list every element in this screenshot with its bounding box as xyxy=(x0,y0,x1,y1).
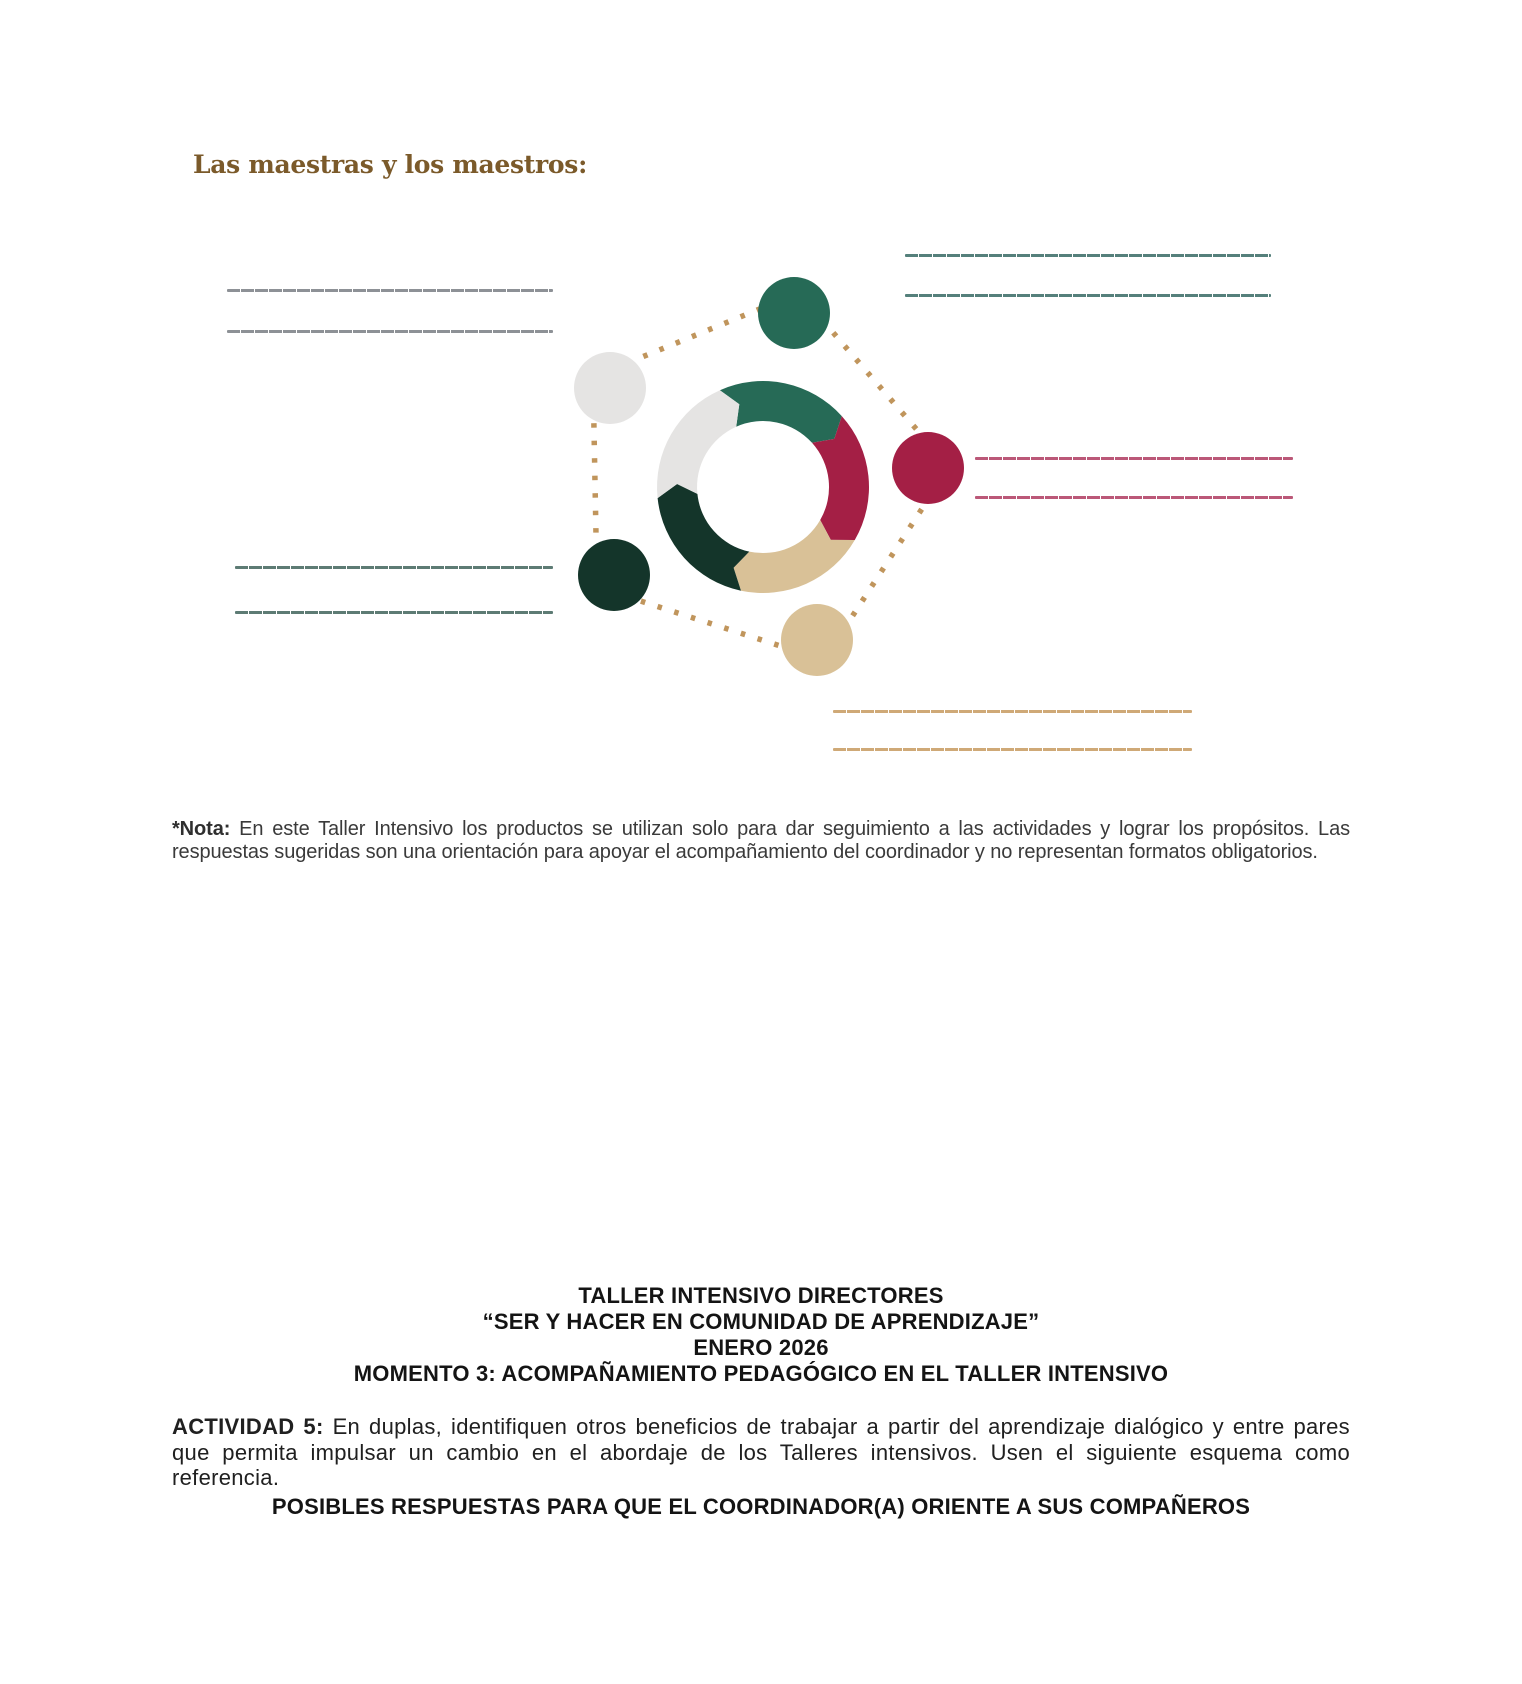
answer-line-topleft-2 xyxy=(227,330,553,333)
donut-segment-tan xyxy=(734,520,855,593)
activity-emphasis-line: POSIBLES RESPUESTAS PARA QUE EL COORDINADOR(A) ORIENTE A SUS COMPAÑEROS xyxy=(271,1494,1251,1519)
activity-label: ACTIVIDAD 5: xyxy=(172,1414,324,1439)
title-line-1: TALLER INTENSIVO DIRECTORES xyxy=(578,1283,944,1308)
node-circle-tan xyxy=(781,604,853,676)
activity-paragraph xyxy=(172,1414,1350,1491)
answer-line-topright-2 xyxy=(905,294,1271,297)
note-label: *Nota: xyxy=(172,818,231,840)
answer-line-topleft-1 xyxy=(227,289,553,292)
dotted-pentagon-outline xyxy=(593,293,949,660)
answer-line-right-2 xyxy=(975,496,1293,499)
answer-line-bottom-1 xyxy=(833,710,1192,713)
donut-segment-crimson xyxy=(812,416,869,540)
note-paragraph xyxy=(172,818,1350,863)
answer-line-bottomleft-2 xyxy=(235,611,553,614)
workshop-title-block xyxy=(172,1283,1350,1387)
title-line-2: “SER Y HACER EN COMUNIDAD DE APRENDIZAJE” xyxy=(482,1309,1040,1334)
donut-segment-darkgreen xyxy=(658,484,750,591)
answer-line-right-1 xyxy=(975,457,1293,460)
node-circle-green xyxy=(758,277,830,349)
answer-line-bottomleft-1 xyxy=(235,566,553,569)
node-circle-crimson xyxy=(892,432,964,504)
title-line-4: MOMENTO 3: ACOMPAÑAMIENTO PEDAGÓGICO EN EL TALLER INTENSIVO xyxy=(353,1361,1169,1386)
node-circle-gray xyxy=(574,352,646,424)
page-title: Las maestras y los maestros: xyxy=(193,150,587,179)
answer-line-bottom-2 xyxy=(833,748,1192,751)
node-circle-darkgreen xyxy=(578,539,650,611)
answer-line-topright-1 xyxy=(905,254,1271,257)
activity-text: En duplas, identifiquen otros beneficios de trabajar a partir del aprendizaje dialógico y entre pares que permita impulsar un cambio en el abordaje de los Talleres intensivos. Usen el siguiente esquema como referencia. xyxy=(172,1414,1350,1490)
note-text: En este Taller Intensivo los productos se utilizan solo para dar seguimiento a las actividades y lograr los propósitos. Las respuestas sugeridas son una orientación para apoyar el acompañamiento del coordinador y no representan formatos obligatorios. xyxy=(172,818,1350,863)
title-line-3: ENERO 2026 xyxy=(693,1335,829,1360)
donut-segment-teal xyxy=(720,381,842,443)
donut-segment-gray xyxy=(657,390,739,498)
